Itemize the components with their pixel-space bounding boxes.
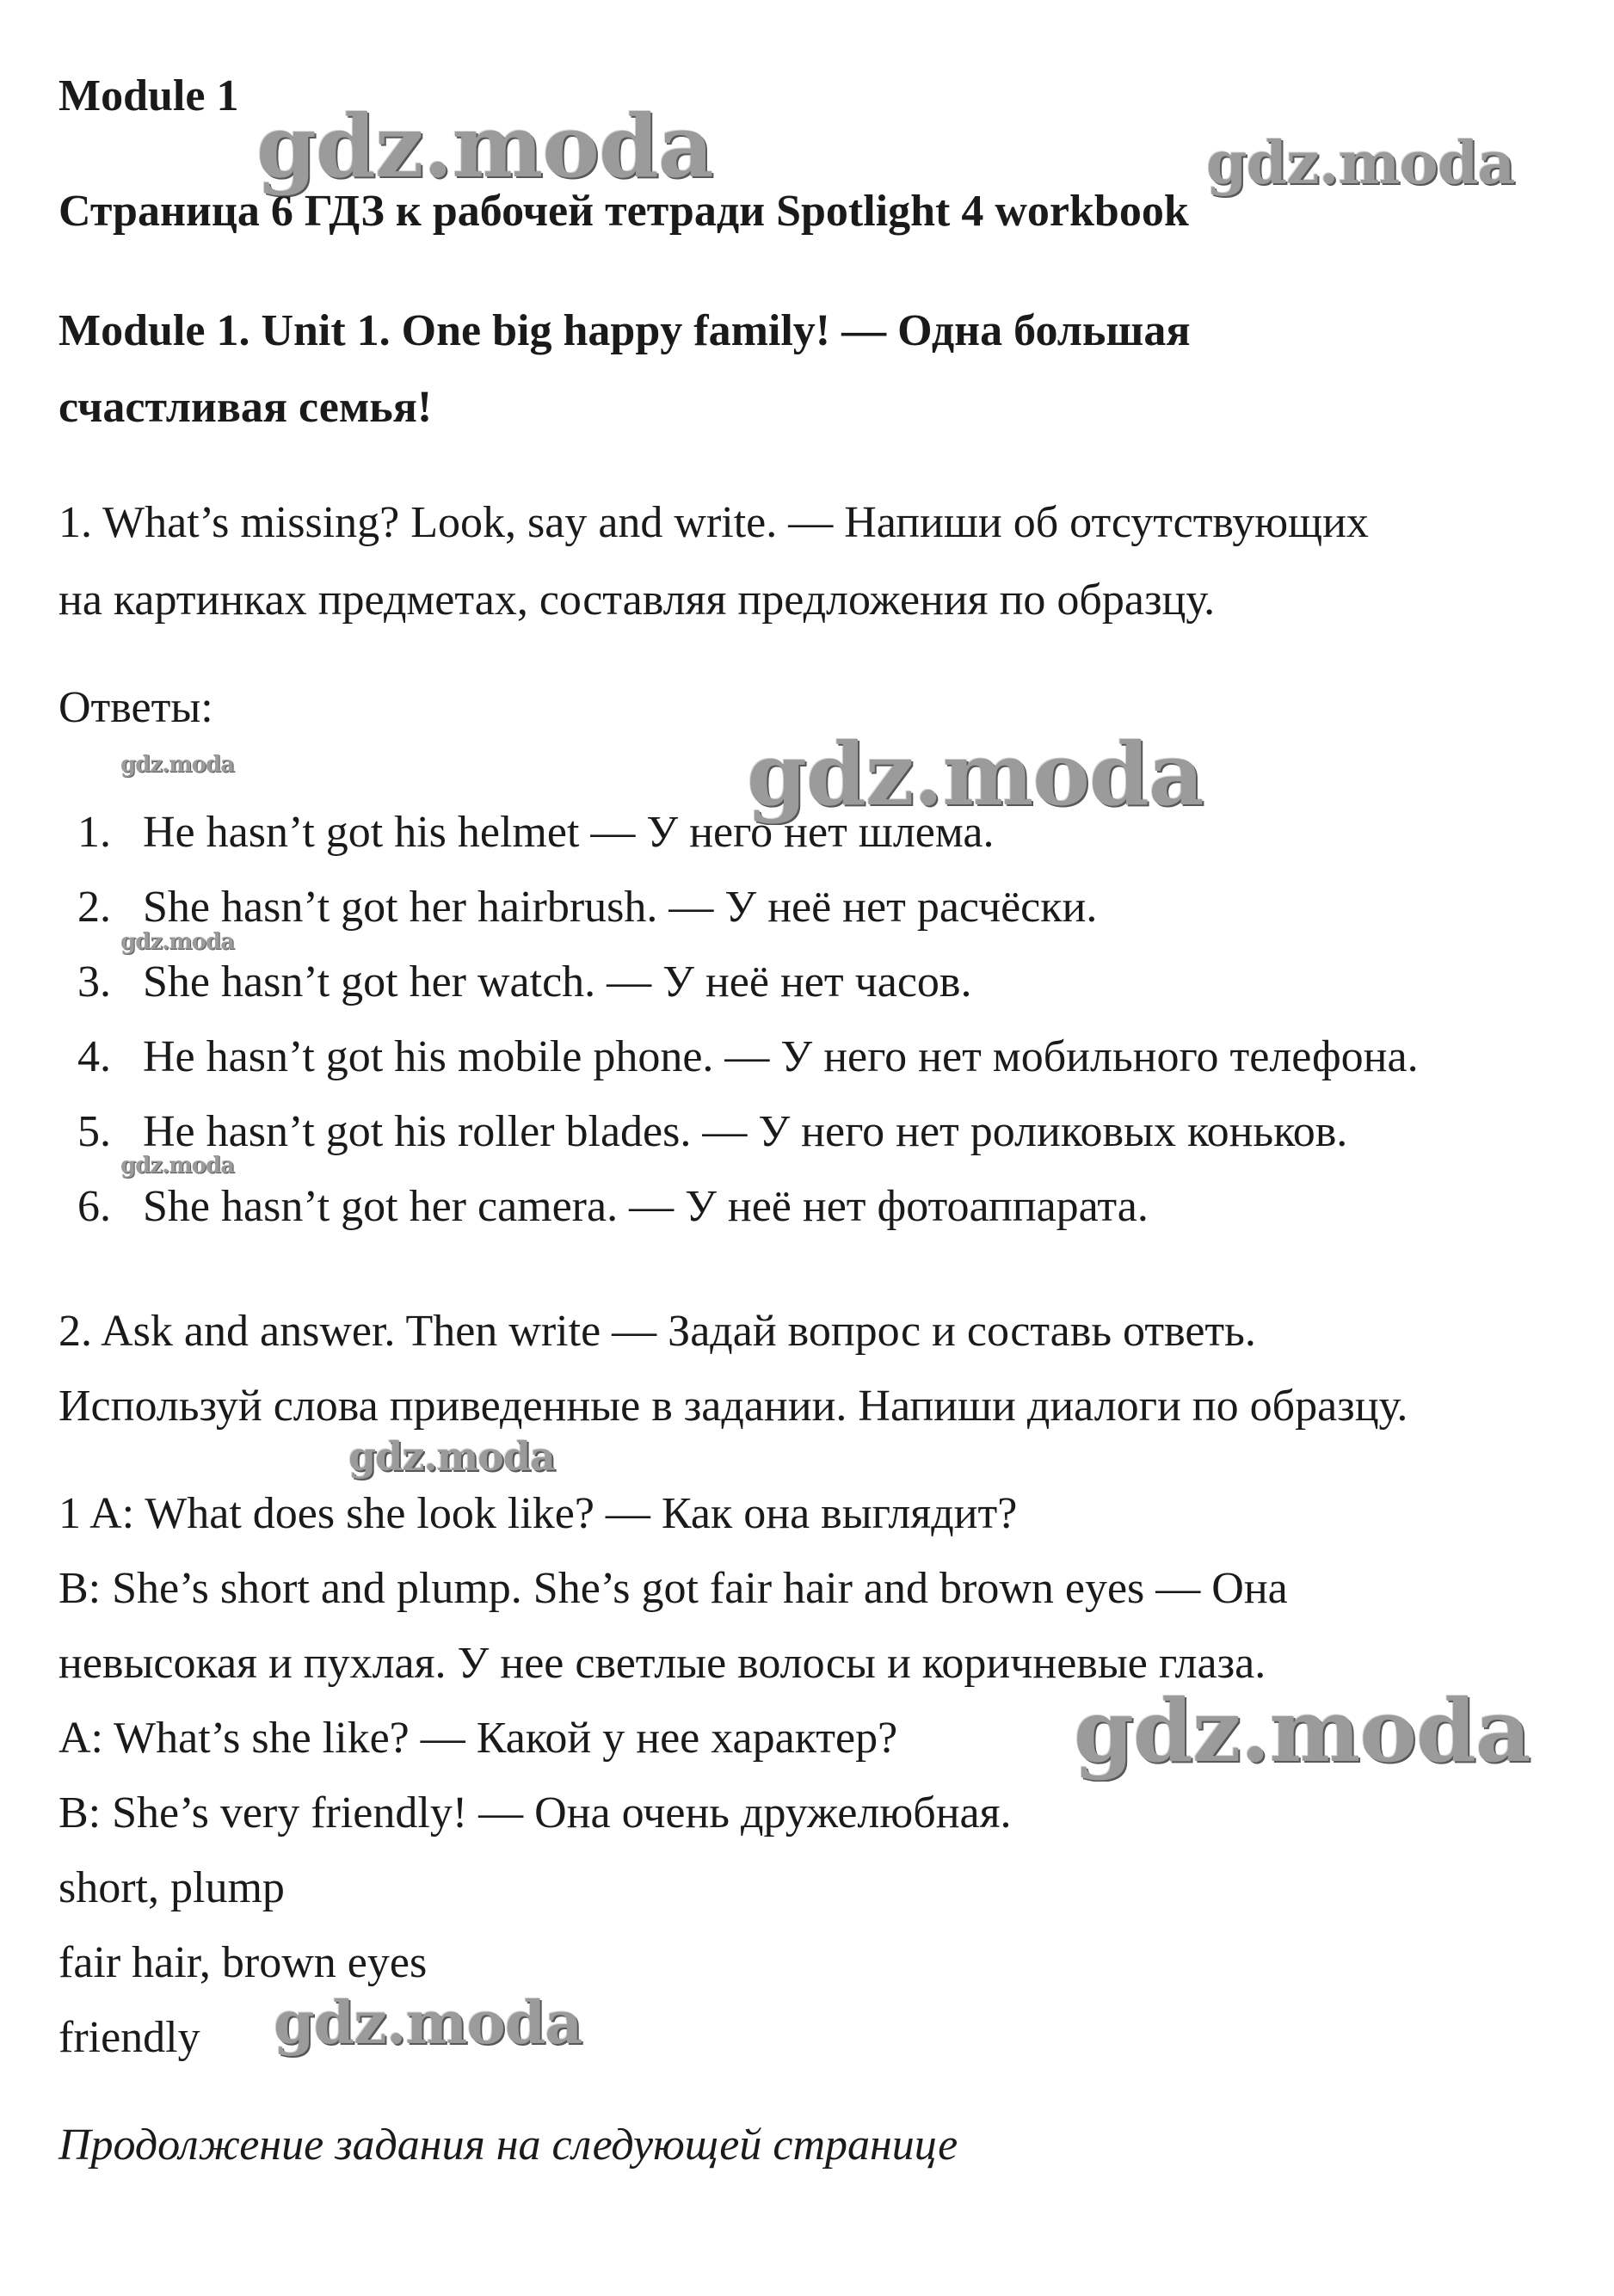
continuation-note: Продолжение задания на следующей странице	[59, 2121, 958, 2170]
answer-number: 5.	[77, 1107, 111, 1156]
module-heading: Module 1	[59, 71, 239, 120]
word-hint: short, plump	[59, 1863, 285, 1912]
watermark: gdz.moda	[120, 1153, 235, 1179]
dialog-line: A: What’s she like? — Какой у нее характер?	[59, 1714, 898, 1763]
answer-number: 4.	[77, 1032, 111, 1081]
answer-number: 6.	[77, 1182, 111, 1231]
exercise-1-task-line-2: на картинках предметах, составляя предложения по образцу.	[59, 576, 1216, 625]
watermark: gdz.moda	[120, 929, 235, 955]
watermark: gdz.moda	[120, 752, 235, 778]
answer-text: She hasn’t got her hairbrush. — У неё нет расчёски.	[143, 883, 1098, 932]
watermark: gdz.moda	[256, 95, 713, 197]
watermark: gdz.moda	[747, 723, 1204, 825]
exercise-2-task-line-1: 2. Ask and answer. Then write — Задай вопрос и составь ответь.	[59, 1307, 1256, 1356]
unit-title-line-1: Module 1. Unit 1. One big happy family! — Одна большая	[59, 306, 1191, 355]
word-hint: fair hair, brown eyes	[59, 1938, 428, 1987]
dialog-line: 1 A: What does she look like? — Как она выглядит?	[59, 1489, 1018, 1538]
answer-text: He hasn’t got his roller blades. — У него нет роликовых коньков.	[143, 1107, 1348, 1156]
watermark: gdz.moda	[1074, 1680, 1531, 1782]
dialog-line: B: She’s very friendly! — Она очень дружелюбная.	[59, 1788, 1012, 1837]
dialog-line: B: She’s short and plump. She’s got fair hair and brown eyes — Она	[59, 1564, 1288, 1613]
answer-text: She hasn’t got her camera. — У неё нет фотоаппарата.	[143, 1182, 1149, 1231]
page-title: Страница 6 ГДЗ к рабочей тетради Spotlight 4 workbook	[59, 187, 1189, 236]
answer-text: She hasn’t got her watch. — У неё нет часов.	[143, 957, 972, 1006]
watermark: gdz.moda	[348, 1433, 555, 1480]
answer-text: He hasn’t got his helmet — У него нет шлема.	[143, 808, 995, 857]
word-hint: friendly	[59, 2013, 200, 2062]
answer-number: 3.	[77, 957, 111, 1006]
dialog-line: невысокая и пухлая. У нее светлые волосы и коричневые глаза.	[59, 1639, 1266, 1688]
answers-label: Ответы:	[59, 683, 213, 732]
watermark: gdz.moda	[1206, 129, 1515, 198]
answer-number: 2.	[77, 883, 111, 932]
exercise-1-task-line-1: 1. What’s missing? Look, say and write. — Напиши об отсутствующих	[59, 498, 1369, 547]
exercise-2-task-line-2: Используй слова приведенные в задании. Напиши диалоги по образцу.	[59, 1382, 1408, 1431]
watermark: gdz.moda	[274, 1989, 582, 2058]
answer-text: He hasn’t got his mobile phone. — У него нет мобильного телефона.	[143, 1032, 1419, 1081]
unit-title-line-2: счастливая семья!	[59, 383, 433, 432]
answer-number: 1.	[77, 808, 111, 857]
